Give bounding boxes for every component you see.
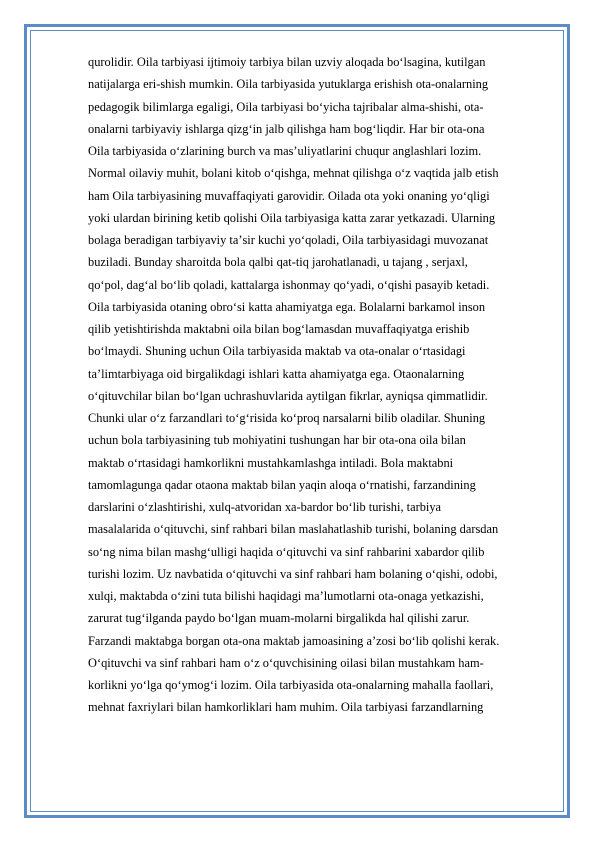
text-line: soʻng nima bilan mashgʻulligi haqida oʻqituvchi va sinf rahbarini xabardor qilib — [88, 544, 485, 559]
text-line: Oila tarbiyasida oʻzlarining burch va masʼuliyatlarini chuqur anglashlari lozim. — [88, 144, 482, 158]
text-line: oʻqituvchilar bilan boʻlgan uchrashuvlarida aytilgan fikrlar, ayniqsa qimmatlidir. — [88, 388, 488, 403]
text-line: bolaga beradigan tarbiyaviy taʼsir kuchi yoʻqoladi, Oila tarbiyasidagi muvozanat — [88, 233, 489, 247]
text-line: yoki ulardan birining ketib qolishi Oila tarbiyasiga katta zarar yetkazadi. Ularning — [88, 210, 496, 225]
text-line: Normal oilaviy muhit, bolani kitob oʻqishga, mehnat qilishga oʻz vaqtida jalb etish — [88, 166, 499, 181]
text-line: zarurat tugʻilganda paydo boʻlgan muam-molarni birgalikda hal qilishi zarur. — [88, 611, 470, 626]
text-line: tamomlagunga qadar otaona maktab bilan yaqin aloqa oʻrnatishi, farzandining — [88, 477, 476, 492]
text-line: maktab oʻrtasidagi hamkorlikni mustahkamlashga intiladi. Bola maktabni — [88, 455, 454, 470]
text-line: xulqi, maktabda oʻzini tuta bilishi haqidagi maʼlumotlarni ota-onaga yetkazishi, — [88, 589, 484, 603]
text-line: qoʻpol, dagʻal boʻlib qoladi, kattalarga ishonmay qoʻyadi, oʻqishi pasayib ketadi. — [88, 277, 490, 292]
text-line: ham Oila tarbiyasining muvaffaqiyati garovidir. Oilada ota yoki onaning yoʻqligi — [88, 188, 490, 203]
text-line: Oila tarbiyasida otaning obroʻsi katta ahamiyatga ega. Bolalarni barkamol inson — [88, 299, 486, 314]
text-line: qurolidir. Oila tarbiyasi ijtimoiy tarbiya bilan uzviy aloqada boʻlsagina, kutilgan — [88, 55, 486, 69]
text-line: onalarni tarbiyaviy ishlarga qizgʻin jalb qilishga ham bogʻliqdir. Har bir ota-ona — [88, 121, 485, 136]
text-line: boʻlmaydi. Shuning uchun Oila tarbiyasida maktab va ota-onalar oʻrtasidagi — [88, 344, 466, 359]
text-line: qilib yetishtirishda maktabni oila bilan bogʻlamasdan muvaffaqiyatga erishib — [88, 322, 470, 336]
text-line: pedagogik bilimlarga egaligi, Oila tarbiyasi boʻyicha tajribalar alma-shishi, ota- — [88, 99, 484, 114]
document-body — [88, 51, 558, 719]
text-line: taʼlimtarbiyaga oid birgalikdagi ishlari katta ahamiyatga ega. Otaonalarning — [88, 366, 465, 381]
text-line: masalalarida oʻqituvchi, sinf rahbari bilan maslahatlashib turishi, bolaning darsdan — [88, 522, 499, 537]
text-line: Oʻqituvchi va sinf rahbari ham oʻz oʻquvchisining oilasi bilan mustahkam ham- — [88, 655, 484, 670]
text-line: Farzandi maktabga borgan ota-ona maktab jamoasining aʼzosi boʻlib qolishi kerak. — [88, 633, 500, 648]
text-line: uchun bola tarbiyasining tub mohiyatini tushungan har bir ota-ona oila bilan — [88, 433, 466, 448]
text-line: turishi lozim. Uz navbatida oʻqituvchi va sinf rahbari ham bolaning oʻqishi, odobi, — [88, 566, 498, 581]
text-line: darslarini oʻzlashtirishi, xulq-atvoridan xa-bardor boʻlib turishi, tarbiya — [88, 500, 442, 514]
text-line: mehnat faxriylari bilan hamkorliklari ham muhim. Oila tarbiyasi farzandlarning — [88, 700, 484, 715]
text-line: natijalarga eri-shish mumkin. Oila tarbiyasida yutuklarga erishish ota-onalarning — [88, 77, 489, 92]
text-line: buziladi. Bunday sharoitda bola qalbi qat-tiq jarohatlanadi, u tajang , serjaxl, — [88, 255, 468, 270]
text-line: Chunki ular oʻz farzandlari toʻgʻrisida koʻproq narsalarni bilib oladilar. Shuning — [88, 411, 486, 425]
text-line: korlikni yoʻlga qoʻymogʻi lozim. Oila tarbiyasida ota-onalarning mahalla faollari, — [88, 678, 494, 692]
